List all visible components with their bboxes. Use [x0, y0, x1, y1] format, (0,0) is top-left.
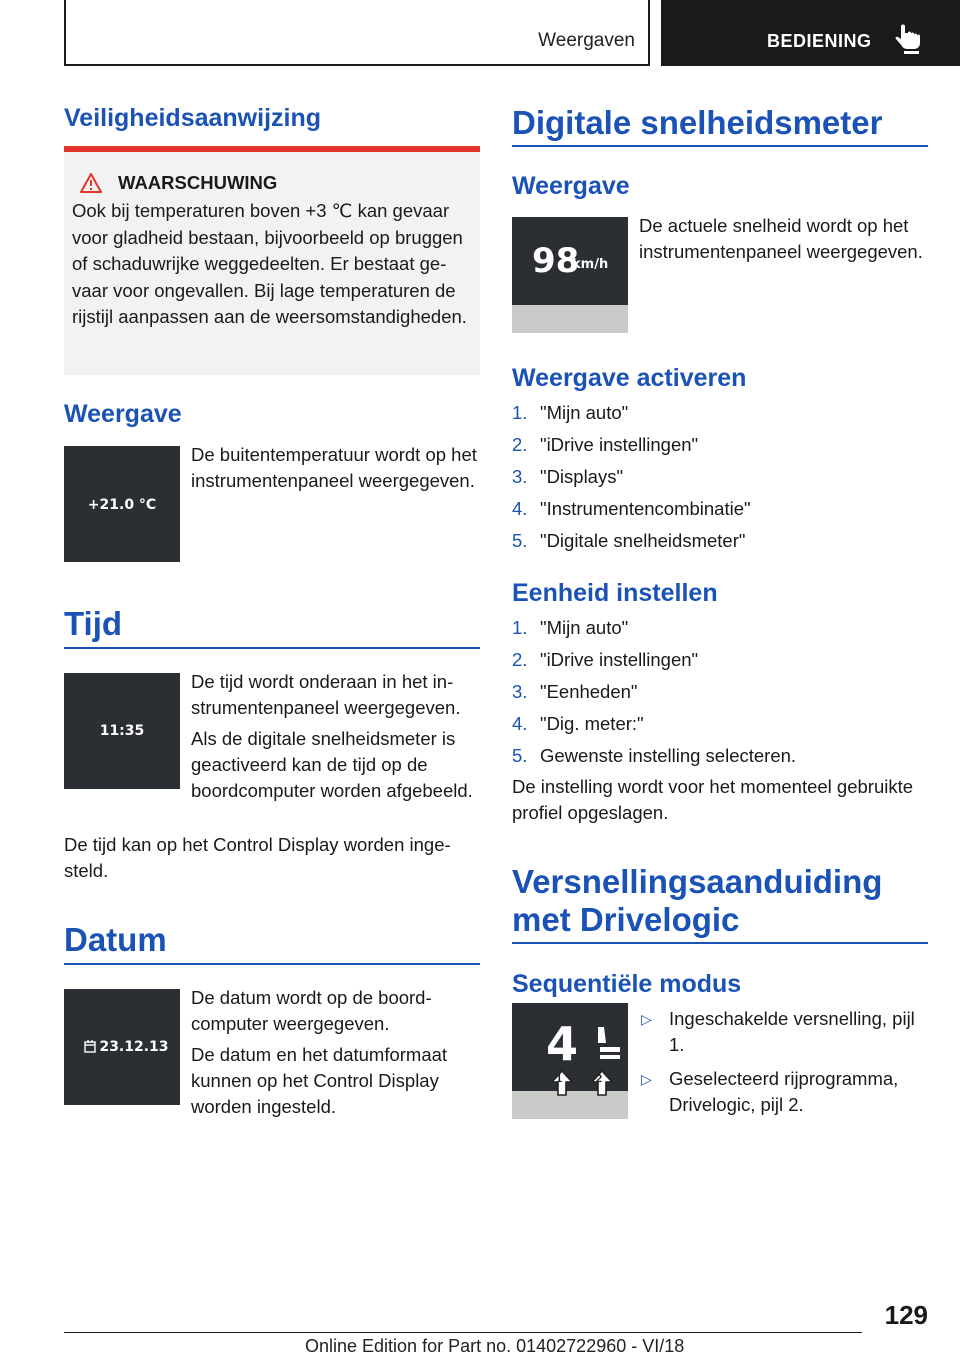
- time-readout: 11:35: [99, 723, 145, 739]
- hand-pointer-icon: [895, 24, 923, 54]
- time-text-1: De tijd wordt onderaan in het instrumentenpaneel weergegeven.: [191, 671, 461, 718]
- list-item: 2. "iDrive instellingen": [512, 649, 699, 670]
- list-item: ▷ Ingeschakelde versnelling, pijl 1.: [641, 1008, 915, 1055]
- time-heading-rule: [64, 647, 480, 649]
- list-item: 5. Gewenste instelling selecteren.: [512, 745, 797, 766]
- speedometer-heading: Digitale snelheidsmeter: [512, 104, 883, 141]
- time-text-3: De tijd kan op het Control Display worden ingesteld.: [64, 834, 451, 881]
- gear-display-image: [512, 1003, 628, 1119]
- time-text-2: Als de digitale snelheidsmeter is geactiveerd kan de tijd op de boordcomputer worden afgebeeld.: [191, 728, 473, 801]
- gear-heading: Versnellingsaanduiding met Drivelogic: [512, 863, 883, 938]
- display-heading-left: Weergave: [64, 400, 182, 428]
- gear-heading-rule: [512, 942, 928, 944]
- unit-heading: Eenheid instellen: [512, 579, 718, 607]
- seat-icon: [594, 1025, 622, 1061]
- chapter-tab: [661, 0, 960, 66]
- speed-unit: km/h: [572, 257, 609, 272]
- speed-display-image: [512, 217, 628, 333]
- triangle-bullet-icon: ▷: [641, 1071, 652, 1087]
- activate-heading: Weergave activeren: [512, 364, 747, 392]
- list-item: 1. "Mijn auto": [512, 617, 629, 638]
- sequential-items: [639, 1006, 924, 1126]
- activate-steps: [512, 400, 928, 560]
- time-heading: Tijd: [64, 605, 123, 642]
- sequential-heading: Sequentiële modus: [512, 970, 742, 998]
- warning-text: Ook bij temperaturen boven +3 ℃ kan gevaar voor gladheid bestaan, bijvoorbeeld op bruggen of schaduwrijke weggedeelten. Er bestaat gevaar voor ongevallen. Bij lage temperaturen de rijstijl aanpassen aan de weersomstandigheden.: [72, 200, 467, 327]
- section-title: Weergaven: [538, 30, 635, 51]
- date-heading: Datum: [64, 921, 167, 958]
- list-item: 5. "Digitale snelheidsmeter": [512, 530, 746, 551]
- triangle-bullet-icon: ▷: [641, 1011, 652, 1027]
- temperature-display-image: [64, 446, 180, 562]
- gear-number: 4: [546, 1017, 579, 1071]
- warning-box: [64, 146, 480, 375]
- unit-note: De instelling wordt voor het momenteel gebruikte profiel opgeslagen.: [512, 776, 914, 823]
- footer-rule: [64, 1332, 862, 1333]
- display-heading-right: Weergave: [512, 172, 630, 200]
- time-display-image: [64, 673, 180, 789]
- arrow-label-1: 1: [556, 1073, 563, 1085]
- list-item: 1. "Mijn auto": [512, 402, 629, 423]
- warning-triangle-icon: [80, 173, 102, 193]
- date-display-image: [64, 989, 180, 1105]
- speed-value: 98: [532, 241, 580, 281]
- date-heading-rule: [64, 963, 480, 965]
- temperature-readout: +21.0 °C: [87, 497, 157, 513]
- warning-header: [72, 172, 472, 194]
- safety-heading: Veiligheidsaanwijzing: [64, 104, 322, 132]
- page-number: 129: [884, 1300, 928, 1330]
- unit-steps: [512, 615, 928, 775]
- list-item: 3. "Eenheden": [512, 681, 638, 702]
- list-item: 2. "iDrive instellingen": [512, 434, 699, 455]
- list-item: 4. "Instrumentencombinatie": [512, 498, 751, 519]
- list-item: 4. "Dig. meter:": [512, 713, 644, 734]
- speedometer-heading-rule: [512, 145, 928, 147]
- arrow-label-2: 2: [596, 1073, 603, 1085]
- date-readout: 23.12.13: [99, 1039, 169, 1055]
- date-text-1: De datum wordt op de boordcomputer weergegeven.: [191, 987, 432, 1034]
- list-item: 3. "Displays": [512, 466, 624, 487]
- warning-title: WAARSCHUWING: [118, 172, 278, 193]
- edition-note: Online Edition for Part no. 01402722960 - VI/18: [305, 1336, 685, 1356]
- list-item: ▷ Geselecteerd rijprogramma, Drivelogic, pijl 2.: [641, 1068, 899, 1115]
- speed-display-bar: [512, 305, 628, 333]
- temperature-text: De buitentemperatuur wordt op het instrumentenpaneel weergegeven.: [191, 444, 477, 491]
- date-text-2: De datum en het datumformaat kunnen op het Control Display worden ingesteld.: [191, 1044, 448, 1117]
- chapter-title: BEDIENING: [767, 31, 872, 51]
- speed-text: De actuele snelheid wordt op het instrumentenpaneel weergegeven.: [639, 215, 923, 262]
